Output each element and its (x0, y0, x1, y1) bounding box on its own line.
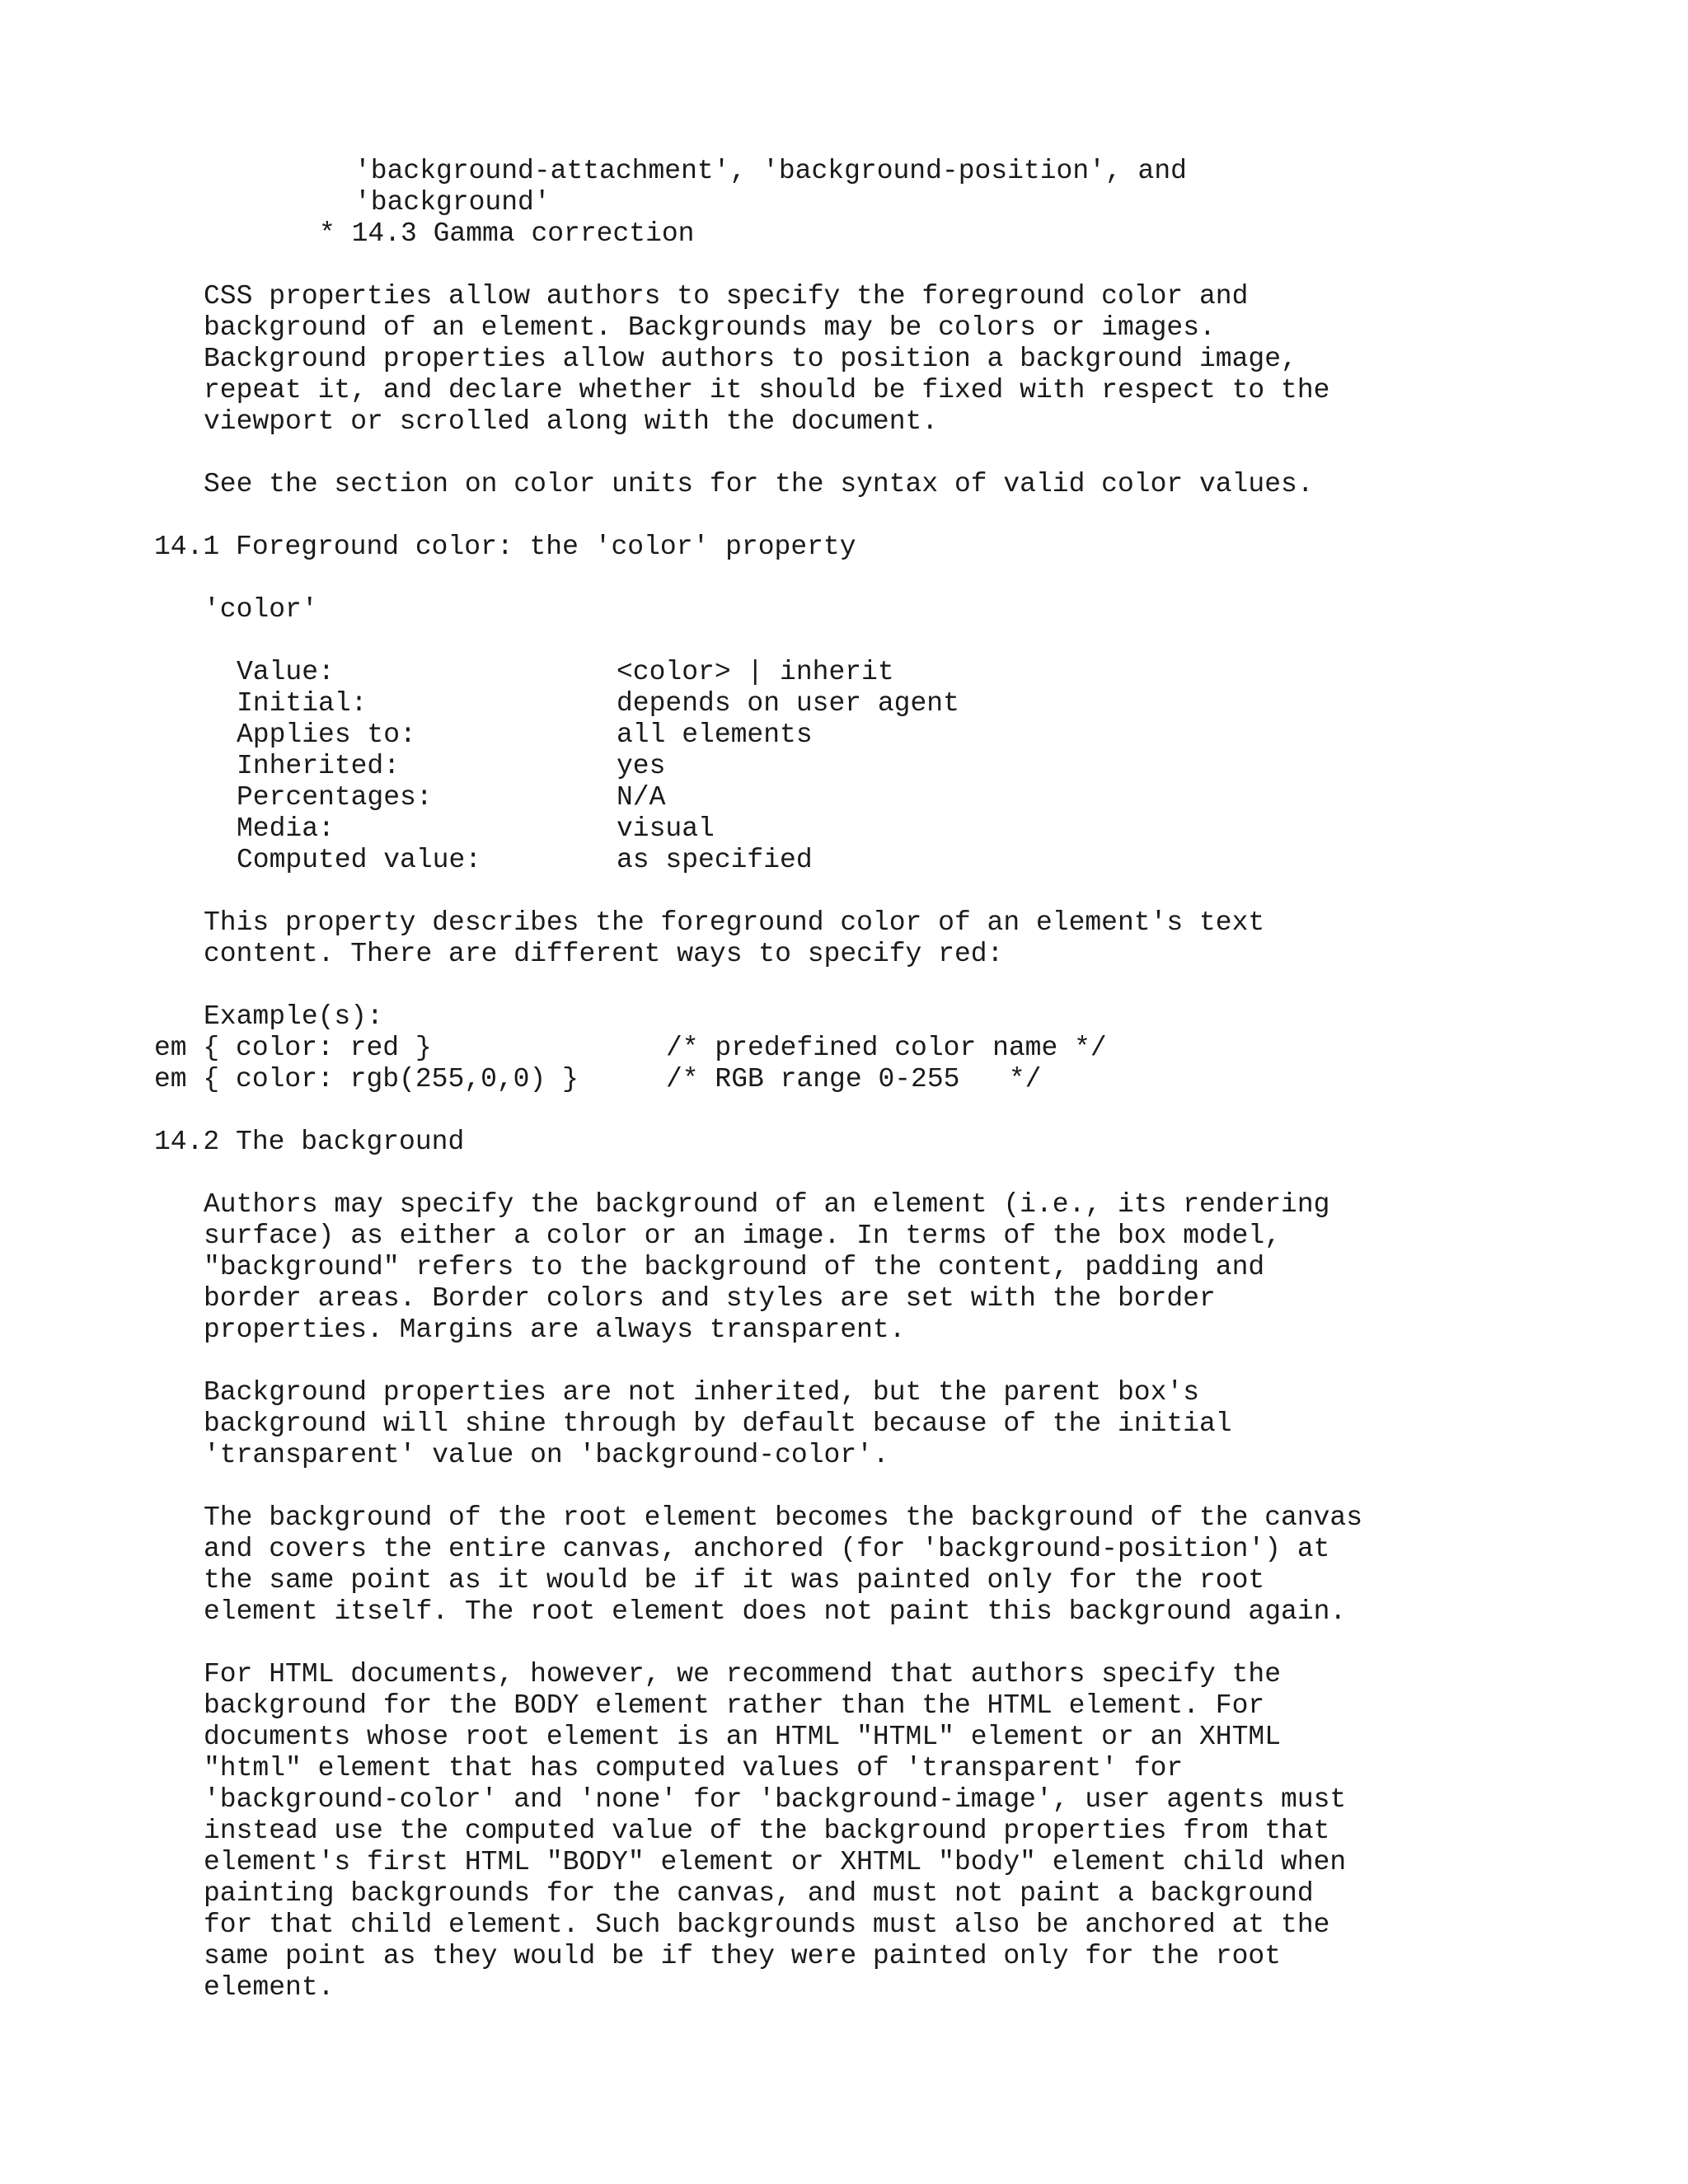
description-text-line: content. There are different ways to specify red: (204, 939, 1004, 969)
definition-label: Inherited: (237, 751, 401, 781)
body-text-line: For HTML documents, however, we recommend that authors specify the (204, 1659, 1282, 1690)
body-text-line: "html" element that has computed values of 'transparent' for (204, 1753, 1184, 1783)
intro-text-line: background of an element. Backgrounds may be colors or images. (204, 312, 1216, 343)
example-comment: /* RGB range 0-255 */ (666, 1064, 1042, 1094)
body-text-line: and covers the entire canvas, anchored (for 'background-position') at (204, 1534, 1330, 1564)
description-text-line: This property describes the foreground color of an element's text (204, 907, 1265, 938)
toc-item-gamma-correction: * 14.3 Gamma correction (319, 218, 695, 249)
definition-value: yes (617, 751, 666, 781)
example-code: em { color: rgb(255,0,0) } (154, 1064, 579, 1094)
definition-value: depends on user agent (617, 688, 959, 719)
body-text-line: properties. Margins are always transparent. (204, 1315, 906, 1345)
body-text-line: surface) as either a color or an image. In terms of the box model, (204, 1221, 1282, 1251)
intro-text-line: repeat it, and declare whether it should be fixed with respect to the (204, 375, 1330, 405)
body-text-line: background will shine through by default because of the initial (204, 1408, 1232, 1439)
definition-value: <color> | inherit (617, 657, 894, 687)
body-text-line: background for the BODY element rather than the HTML element. For (204, 1690, 1265, 1721)
body-text-line: the same point as it would be if it was painted only for the root (204, 1565, 1265, 1596)
body-text-line: element itself. The root element does not paint this background again. (204, 1596, 1347, 1627)
definition-label: Media: (237, 813, 335, 844)
definition-label: Initial: (237, 688, 368, 719)
definition-value: as specified (617, 845, 813, 875)
definition-label: Value: (237, 657, 335, 687)
body-text-line: documents whose root element is an HTML "HTML" element or an XHTML (204, 1722, 1282, 1752)
body-text-line: 'background-color' and 'none' for 'background-image', user agents must (204, 1784, 1347, 1815)
intro-text-line: CSS properties allow authors to specify the foreground color and (204, 281, 1249, 312)
body-text-line: element's first HTML "BODY" element or XHTML "body" element child when (204, 1847, 1347, 1877)
property-name: 'color' (204, 594, 318, 625)
body-text-line: "background" refers to the background of the content, padding and (204, 1252, 1265, 1282)
intro-text-line: Background properties allow authors to position a background image, (204, 344, 1297, 374)
definition-value: all elements (617, 719, 813, 750)
section-heading-14-1: 14.1 Foreground color: the 'color' property (154, 532, 856, 562)
body-text-line: same point as they would be if they were painted only for the root (204, 1941, 1282, 1971)
example-code: em { color: red } (154, 1033, 432, 1063)
section-heading-14-2: 14.2 The background (154, 1127, 465, 1157)
body-text-line: for that child element. Such backgrounds must also be anchored at the (204, 1910, 1330, 1940)
color-units-reference: See the section on color units for the syntax of valid color values. (204, 469, 1314, 499)
toc-continuation-line: 'background-attachment', 'background-position', and (354, 156, 1187, 186)
definition-value: N/A (617, 782, 666, 813)
body-text-line: Authors may specify the background of an element (i.e., its rendering (204, 1189, 1330, 1220)
body-text-line: 'transparent' value on 'background-color'. (204, 1440, 889, 1470)
body-text-line: element. (204, 1972, 335, 2003)
definition-label: Percentages: (237, 782, 433, 813)
intro-text-line: viewport or scrolled along with the document. (204, 406, 939, 437)
toc-continuation-line: 'background' (354, 187, 551, 218)
body-text-line: Background properties are not inherited, but the parent box's (204, 1377, 1199, 1408)
body-text-line: The background of the root element becomes the background of the canvas (204, 1502, 1363, 1533)
body-text-line: border areas. Border colors and styles are set with the border (204, 1283, 1216, 1314)
body-text-line: instead use the computed value of the background properties from that (204, 1816, 1330, 1846)
definition-label: Computed value: (237, 845, 482, 875)
example-comment: /* predefined color name */ (666, 1033, 1107, 1063)
definition-value: visual (617, 813, 715, 844)
example-label: Example(s): (204, 1001, 383, 1032)
body-text-line: painting backgrounds for the canvas, and must not paint a background (204, 1878, 1314, 1909)
definition-label: Applies to: (237, 719, 416, 750)
